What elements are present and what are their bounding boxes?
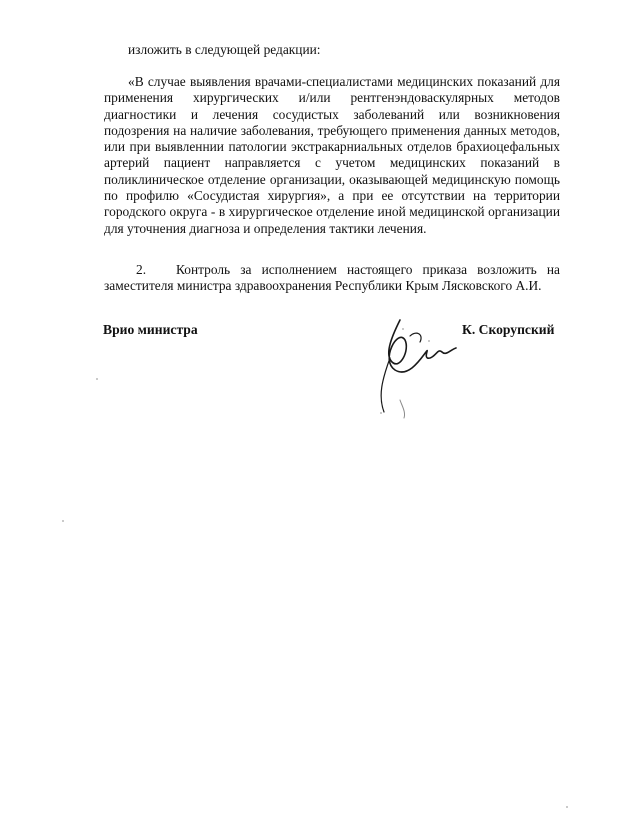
- quoted-paragraph: «В случае выявления врачами-специалистами медицинских показаний для применения хирургических и/или рентгенэндоваскулярных методов диагностики и лечения сосудистых заболеваний или возникновения подозрения на наличие заболевания, требующего применения данных методов, или при выявленнии патологии экстракарниальных отделов брахиоцефальных артерий пациент направляется с учетом медицинских показаний в поликлиническое отделение организации, оказывающей медицинскую помощь по профилю «Сосудистая хирургия», а при ее отсутствии на территории городского округа - в хирургическое отделение иной медицинской организации для уточнения диагноза и определения тактики лечения.: [104, 74, 560, 236]
- scan-speck: [62, 520, 64, 522]
- handwritten-signature: [360, 300, 480, 430]
- scan-speck: [428, 340, 430, 342]
- signer-title: Врио министра: [103, 322, 198, 337]
- intro-line: изложить в следующей редакции:: [128, 42, 321, 57]
- item-number: 2.: [136, 262, 147, 277]
- signer-name: К. Скорупский: [462, 322, 555, 337]
- scan-speck: [566, 806, 568, 808]
- item-text: Контроль за исполнением настоящего приказа возложить на заместителя министра здравоохранения Республики Крым Лясковского А.И.: [104, 262, 560, 294]
- scan-speck: [380, 412, 382, 414]
- scan-speck: [96, 378, 98, 380]
- scan-speck: [402, 328, 404, 330]
- control-paragraph: [104, 262, 560, 295]
